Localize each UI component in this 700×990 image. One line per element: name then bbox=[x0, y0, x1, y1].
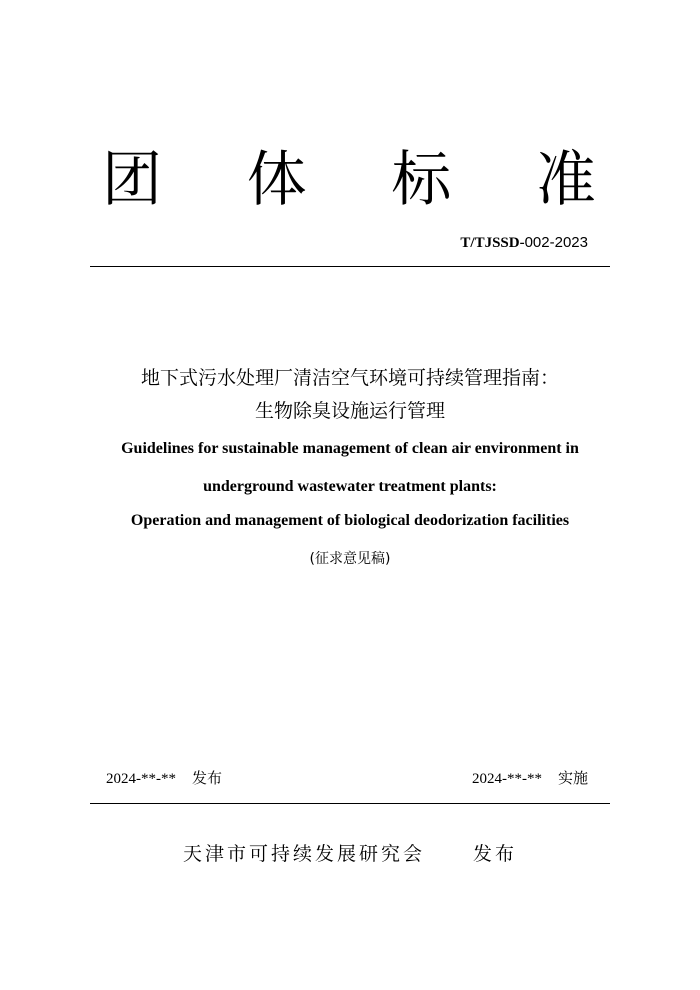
implement-label: 实施 bbox=[557, 769, 588, 787]
publisher-line bbox=[0, 840, 700, 868]
implement-date: 2024-**-** bbox=[471, 771, 542, 787]
release-date: 2024-**-** bbox=[106, 771, 176, 787]
heading-char-2: 体 bbox=[246, 145, 307, 215]
publisher-label: 发布 bbox=[473, 843, 518, 865]
top-divider bbox=[90, 266, 610, 267]
english-title-line-3: Operation and management of biological deodorization facilities bbox=[130, 512, 570, 529]
implement-date-group bbox=[472, 767, 588, 790]
standard-type-heading bbox=[102, 140, 596, 220]
standard-number-value: 002-2023 bbox=[524, 234, 588, 251]
release-label: 发布 bbox=[192, 769, 223, 787]
heading-char-4: 准 bbox=[535, 145, 596, 215]
publisher-name: 天津市可持续发展研究会 bbox=[182, 843, 425, 865]
chinese-title-line-1: 地下式污水处理厂清洁空气环境可持续管理指南： bbox=[140, 367, 559, 389]
english-title-line-2: underground wastewater treatment plants: bbox=[203, 478, 497, 495]
chinese-title-line-2: 生物除臭设施运行管理 bbox=[254, 400, 445, 422]
draft-note: (征求意见稿) bbox=[309, 551, 391, 567]
release-date-group bbox=[106, 767, 222, 790]
bottom-divider bbox=[90, 803, 610, 804]
standard-number bbox=[460, 232, 588, 253]
heading-char-1: 团 bbox=[102, 145, 162, 215]
standard-number-prefix: T/TJSSD- bbox=[460, 235, 525, 251]
heading-char-3: 标 bbox=[391, 145, 452, 215]
english-title-line-1: Guidelines for sustainable management of clean air environment in bbox=[121, 440, 579, 457]
